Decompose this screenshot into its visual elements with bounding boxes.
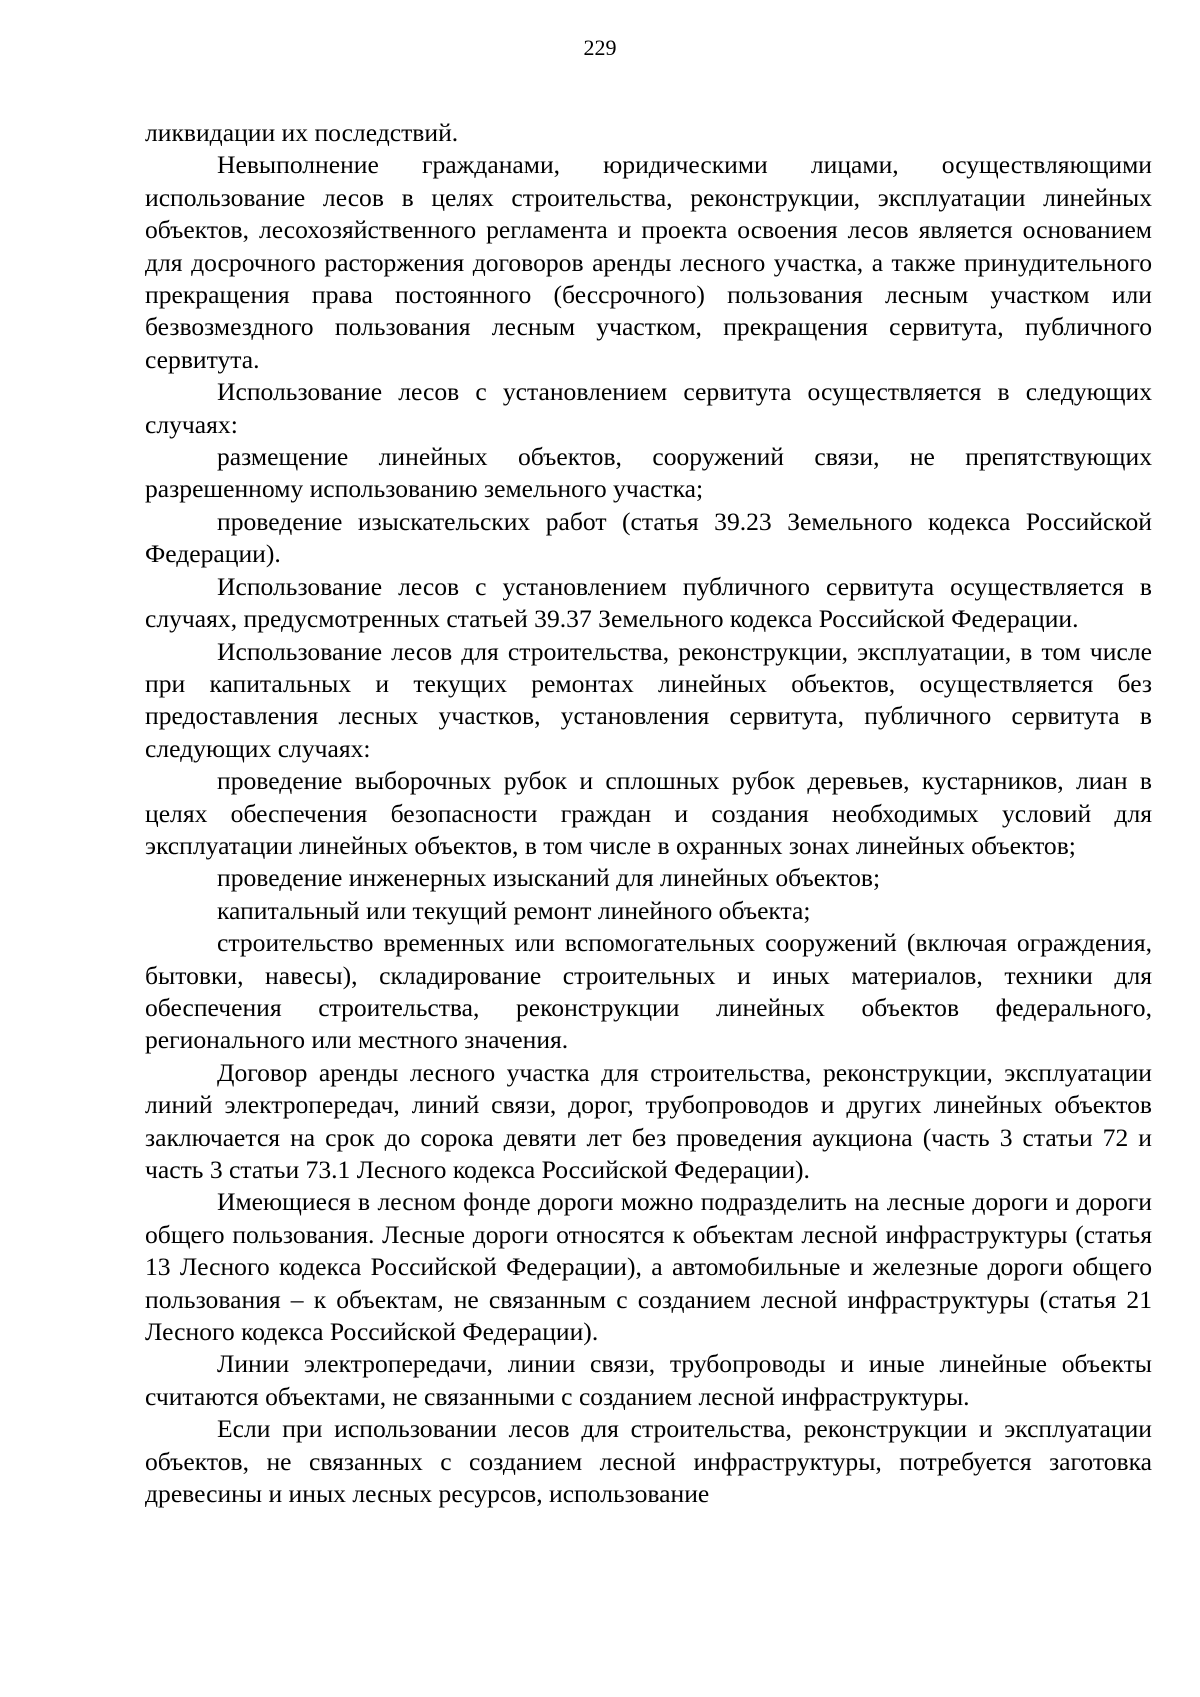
list-item: размещение линейных объектов, сооружений связи, не препятствующих разрешенному использованию земельного участка; [145, 442, 1152, 504]
list-item: капитальный или текущий ремонт линейного объекта; [217, 895, 811, 925]
list-item: строительство временных или вспомогательных сооружений (включая ограждения, бытовки, навесы), складирование строительных и иных материалов, техники для обеспечения строительства, реконструкции линейных объектов федерального, регионального или местного значения. [145, 928, 1152, 1055]
paragraph: Использование лесов с установлением сервитута осуществляется в следующих случаях: [145, 377, 1152, 439]
document-body [145, 117, 1152, 1510]
paragraph: Использование лесов с установлением публичного сервитута осуществляется в случаях, предусмотренных статьей 39.37 Земельного кодекса Российской Федерации. [145, 571, 1152, 634]
paragraph: Имеющиеся в лесном фонде дороги можно подразделить на лесные дороги и дороги общего пользования. Лесные дороги относятся к объектам лесной инфраструктуры (статья 13 Лесного кодекса Российской Федерации), а автомобильные и железные дороги общего пользования – к объектам, не связанным с созданием лесной инфраструктуры (статья 21 Лесного кодекса Российской Федерации). [145, 1187, 1152, 1347]
paragraph: ликвидации их последствий. [145, 118, 459, 147]
paragraph: Использование лесов для строительства, реконструкции, эксплуатации, в том числе при капитальных и текущих ремонтах линейных объектов, осуществляется без предоставления лесных участков, установления сервитута, публичного сервитута в следующих случаях: [145, 636, 1152, 763]
paragraph: Договор аренды лесного участка для строительства, реконструкции, эксплуатации линий электропередач, линий связи, дорог, трубопроводов и других линейных объектов заключается на срок до сорока девяти лет без проведения аукциона (часть 3 статьи 72 и часть 3 статьи 73.1 Лесного кодекса Российской Федерации). [145, 1057, 1152, 1184]
paragraph: Если при использовании лесов для строительства, реконструкции и эксплуатации объектов, не связанных с созданием лесной инфраструктуры, потребуется заготовка древесины и иных лесных ресурсов, использование [145, 1414, 1152, 1509]
list-item: проведение выборочных рубок и сплошных рубок деревьев, кустарников, лиан в целях обеспечения безопасности граждан и создания необходимых условий для эксплуатации линейных объектов, в том числе в охранных зонах линейных объектов; [145, 766, 1152, 860]
page-number: 229 [583, 35, 617, 60]
list-item: проведение изыскательских работ (статья 39.23 Земельного кодекса Российской Федерации). [145, 506, 1152, 569]
paragraph: Невыполнение гражданами, юридическими лицами, осуществляющими использование лесов в целях строительства, реконструкции, эксплуатации линейных объектов, лесохозяйственного регламента и проекта освоения лесов является основанием для досрочного расторжения договоров аренды лесного участка, а также принудительного прекращения права постоянного (бессрочного) пользования лесным участком или безвозмездного пользования лесным участком, прекращения сервитута, публичного сервитута. [145, 150, 1152, 374]
list-item: проведение инженерных изысканий для линейных объектов; [217, 863, 881, 893]
paragraph: Линии электропередачи, линии связи, трубопроводы и иные линейные объекты считаются объектами, не связанными с созданием лесной инфраструктуры. [145, 1349, 1152, 1411]
